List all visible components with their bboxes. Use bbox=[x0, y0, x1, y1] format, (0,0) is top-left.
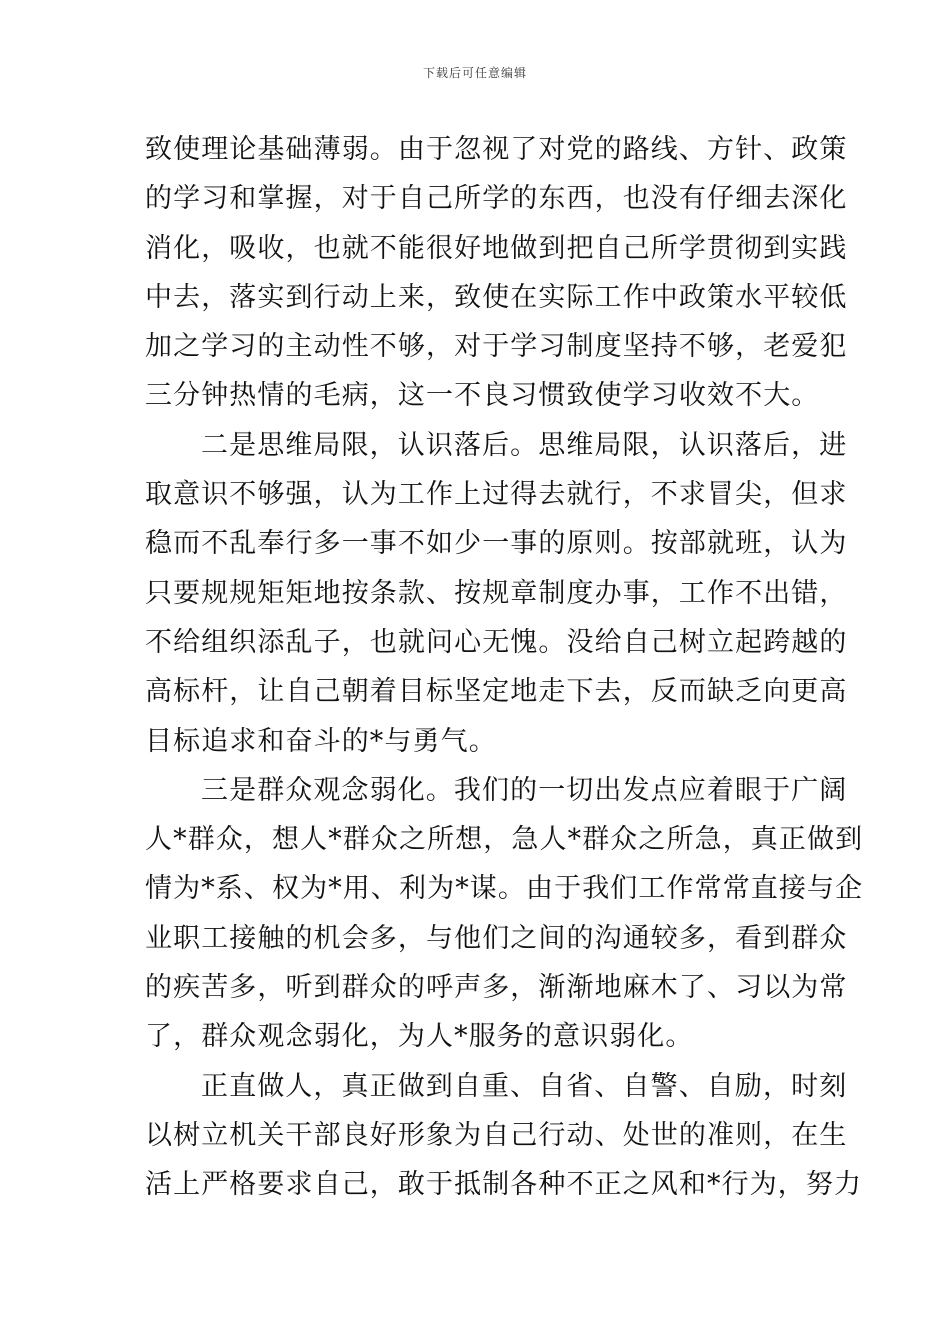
text-line-18: 的疾苦多，听到群众的呼声多，渐渐地麻木了、习以为常 bbox=[145, 972, 848, 1004]
document-body bbox=[145, 125, 864, 1210]
text-line-8: 取意识不够强，认为工作上过得去就行，不求冒尖，但求 bbox=[145, 479, 848, 511]
text-line-10: 只要规规矩矩地按条款、按规章制度办事，工作不出错， bbox=[145, 577, 848, 609]
text-line-17: 业职工接触的机会多，与他们之间的沟通较多，看到群众 bbox=[145, 922, 848, 954]
text-line-13: 目标追求和奋斗的*与勇气。 bbox=[145, 725, 497, 757]
text-line-14: 三是群众观念弱化。我们的一切出发点应着眼于广阔 bbox=[201, 774, 848, 806]
text-line-1: 致使理论基础薄弱。由于忽视了对党的路线、方针、政策 bbox=[145, 134, 848, 165]
text-line-6: 三分钟热情的毛病，这一不良习惯致使学习收效不大。 bbox=[145, 380, 820, 412]
text-line-12: 高标杆，让自己朝着目标坚定地走下去，反而缺乏向更高 bbox=[145, 676, 848, 708]
text-line-4: 中去，落实到行动上来，致使在实际工作中政策水平较低 bbox=[145, 281, 848, 313]
text-line-5: 加之学习的主动性不够，对于学习制度坚持不够，老爱犯 bbox=[145, 331, 848, 363]
text-line-16: 情为*系、权为*用、利为*谋。由于我们工作常常直接与企 bbox=[145, 873, 864, 905]
text-line-15: 人*群众，想人*群众之所想，急人*群众之所急，真正做到 bbox=[145, 824, 864, 856]
page-header-note: 下载后可任意编辑 bbox=[422, 66, 527, 80]
text-line-2: 的学习和掌握，对于自己所学的东西，也没有仔细去深化 bbox=[145, 183, 848, 215]
text-line-19: 了，群众观念弱化，为人*服务的意识弱化。 bbox=[145, 1021, 694, 1053]
text-line-22: 活上严格要求自己，敢于抵制各种不正之风和*行为，努力 bbox=[145, 1169, 863, 1201]
text-line-21: 以树立机关干部良好形象为自己行动、处世的准则，在生 bbox=[145, 1119, 848, 1151]
text-line-20: 正直做人，真正做到自重、自省、自警、自励，时刻 bbox=[201, 1070, 848, 1102]
text-line-11: 不给组织添乱子，也就问心无愧。没给自己树立起跨越的 bbox=[145, 626, 848, 658]
text-line-9: 稳而不乱奉行多一事不如少一事的原则。按部就班，认为 bbox=[145, 528, 848, 560]
text-line-7: 二是思维局限，认识落后。思维局限，认识落后，进 bbox=[201, 429, 848, 461]
text-line-3: 消化，吸收，也就不能很好地做到把自己所学贯彻到实践 bbox=[145, 232, 848, 264]
